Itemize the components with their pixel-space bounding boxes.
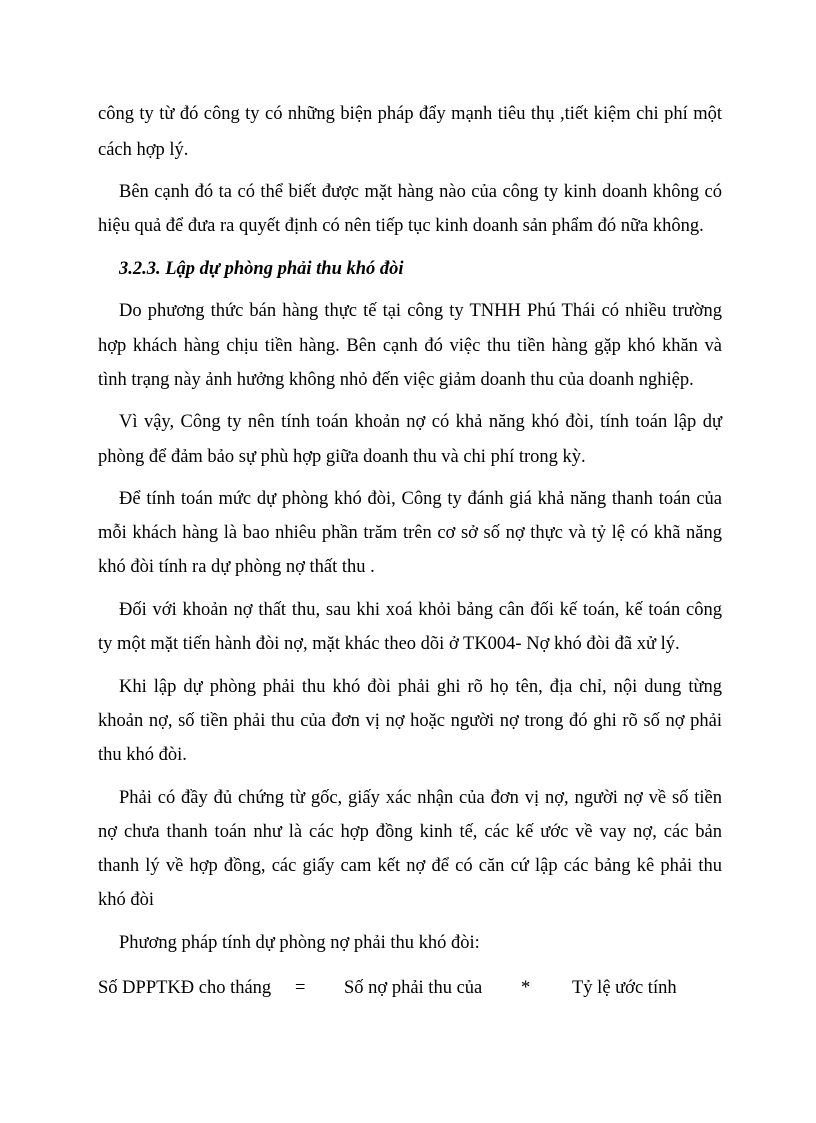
- formula-multiply-sign: *: [521, 978, 531, 998]
- paragraph-line: Đối với khoản nợ thất thu, sau khi xoá khỏi bảng cân đối kế toán, kế toán công: [119, 600, 722, 620]
- formula-equals-sign: =: [295, 978, 306, 998]
- paragraph-line: hiệu quả để đưa ra quyết định có nên tiếp tục kinh doanh sản phẩm đó nữa không.: [98, 216, 704, 236]
- paragraph-line: khoản nợ, số tiền phải thu của đơn vị nợ hoặc người nợ trong đó ghi rõ số nợ phải: [98, 711, 722, 731]
- formula-middle-term: Số nợ phải thu của: [344, 978, 483, 998]
- paragraph-line: khó đòi tính ra dự phòng nợ thất thu .: [98, 557, 375, 577]
- paragraph-line: nợ chưa thanh toán như là các hợp đồng kinh tế, các kế ước về vay nợ, các bản: [98, 822, 722, 842]
- paragraph-line: hợp khách hàng chịu tiền hàng. Bên cạnh đó việc thu tiền hàng gặp khó khăn và: [98, 336, 722, 356]
- paragraph-line: mỗi khách hàng là bao nhiêu phần trăm trên cơ sở số nợ thực và tỷ lệ có khã năng: [98, 523, 722, 543]
- paragraph-line: Phải có đầy đủ chứng từ gốc, giấy xác nhận của đơn vị nợ, người nợ về số tiền: [119, 788, 722, 808]
- paragraph-line: Do phương thức bán hàng thực tế tại công ty TNHH Phú Thái có nhiều trường: [119, 301, 722, 321]
- paragraph-line: Bên cạnh đó ta có thể biết được mặt hàng nào của công ty kinh doanh không có: [119, 182, 722, 202]
- paragraph-line: cách hợp lý.: [98, 140, 189, 160]
- paragraph-line: thanh lý về hợp đồng, các giấy cam kết nợ để có căn cứ lập các bảng kê phải thu: [98, 856, 722, 876]
- paragraph-line: Vì vậy, Công ty nên tính toán khoản nợ có khả năng khó đòi, tính toán lập dự: [119, 412, 722, 432]
- paragraph-line: tình trạng này ảnh hưởng không nhỏ đến việc giảm doanh thu của doanh nghiệp.: [98, 370, 694, 390]
- paragraph-line: công ty từ đó công ty có những biện pháp đẩy mạnh tiêu thụ ,tiết kiệm chi phí một: [98, 104, 722, 124]
- section-heading: 3.2.3. Lập dự phòng phải thu khó đòi: [119, 259, 404, 279]
- paragraph-line: phòng để đảm bảo sự phù hợp giữa doanh thu và chi phí trong kỳ.: [98, 447, 586, 467]
- paragraph-line: Phương pháp tính dự phòng nợ phải thu khó đòi:: [119, 933, 480, 953]
- formula-right-term: Tỷ lệ ước tính: [572, 978, 677, 998]
- paragraph-line: khó đòi: [98, 890, 155, 910]
- paragraph-line: thu khó đòi.: [98, 745, 187, 765]
- paragraph-line: ty một mặt tiến hành đòi nợ, mặt khác theo dõi ở TK004- Nợ khó đòi đã xử lý.: [98, 634, 680, 654]
- formula-left-term: Số DPPTKĐ cho tháng: [98, 978, 272, 998]
- paragraph-line: Để tính toán mức dự phòng khó đòi, Công ty đánh giá khả năng thanh toán của: [119, 489, 722, 509]
- paragraph-line: Khi lập dự phòng phải thu khó đòi phải ghi rõ họ tên, địa chỉ, nội dung từng: [119, 677, 722, 697]
